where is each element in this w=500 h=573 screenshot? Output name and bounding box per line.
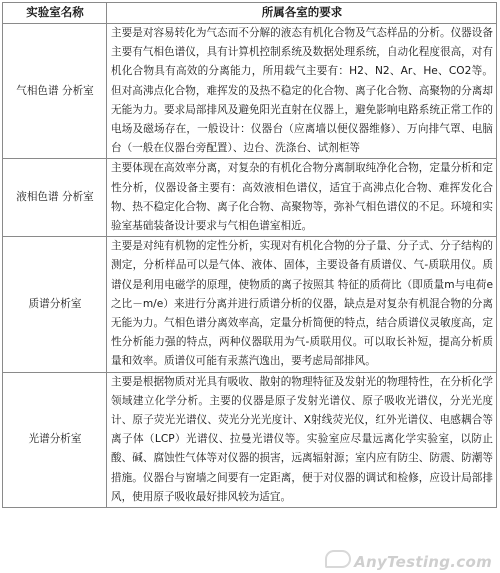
header-requirement: 所属各室的要求 [107,3,497,24]
table-header-row [3,3,497,24]
table-row [3,24,497,159]
lab-name-cell: 气相色谱 分析室 [3,24,107,159]
lab-requirement-cell: 主要体现在高效率分离，对复杂的有机化合物分离制取纯净化合物，定量分析和定性分析，仪器设备主要有：高效液相色谱仪，适宜于高沸点化合物、难挥发化合物、热不稳定化合物、离子化合物、高聚物等，弥补气相色谱仪的不足。环境和实验室基础装备设计要求与气相色谱室相近。 [107,159,497,237]
watermark [325,550,492,571]
header-lab-name: 实验室名称 [3,3,107,24]
table-row [3,159,497,237]
lab-name-cell: 质谱分析室 [3,237,107,372]
lab-requirement-cell: 主要是对纯有机物的定性分析，实现对有机化合物的分子量、分子式、分子结构的测定，分析样品可以是气体、液体、固体，主要设备有质谱仪、气-质联用仪。质谱仪是利用电磁学的原理，使物质的离子按照其 特征的质荷比（即质量m与电荷e之比－m/e）来进行分离并进行质谱分析的仪器，缺点是对复杂有机混合物的分离无能为力。气相色谱分离效率高，定量分析简便的特点，结合质谱仪灵敏度高，定性分析能力强的特点，两种仪器联用为气-质联用仪。可以取长补短，提高分析质量和效率。质谱仪可能有汞蒸汽逸出，要考虑局部排风。 [107,237,497,372]
watermark-text: AnyTesting.com [354,553,492,571]
lab-name-cell: 光谱分析室 [3,372,107,507]
speech-bubble-icon [325,550,351,568]
lab-requirements-table [2,2,497,508]
table-row [3,372,497,507]
lab-name-cell: 液相色谱 分析室 [3,159,107,237]
lab-requirement-cell: 主要是根据物质对光具有吸收、散射的物理特征及发射光的物理特性，在分析化学领域建立化学分析。主要的仪器是原子发射光谱仪、原子吸收光谱仪，分光光度计、原子荧光光谱仪、荧光分光光度计、X射线荧光仪，红外光谱仪、电感耦合等离子体（LCP）光谱仪、拉曼光谱仪等。实验室应尽量远离化学实验室，以防止酸、碱、腐蚀性气体等对仪器的损害，远离辐射源；室内应有防尘、防震、防潮等措施。仪器台与窗墙之间要有一定距离，便于对仪器的调试和检修，应设计局部排风，使用原子吸收最好排风较为适宜。 [107,372,497,507]
table-row [3,237,497,372]
lab-requirement-cell: 主要是对容易转化为气态而不分解的液态有机化合物及气态样品的分析。仪器设备主要有气相色谱仪，具有计算机控制系统及数据处理系统，自动化程度很高，对有机化合物具有高效的分离能力，所用载气主要有：H2、N2、Ar、He、CO2等。但对高沸点化合物，难挥发的及热不稳定的化合物、离子化合物、高聚物的分离却无能为力。要求局部排风及避免阳光直射在仪器上，避免影响电路系统正常工作的电场及磁场存在，一般设计：仪器台（应离墙以便仪器维修）、万向排气罩、电脑台（一般在仪器台旁配置）、边台、洗涤台、试剂柜等 [107,24,497,159]
